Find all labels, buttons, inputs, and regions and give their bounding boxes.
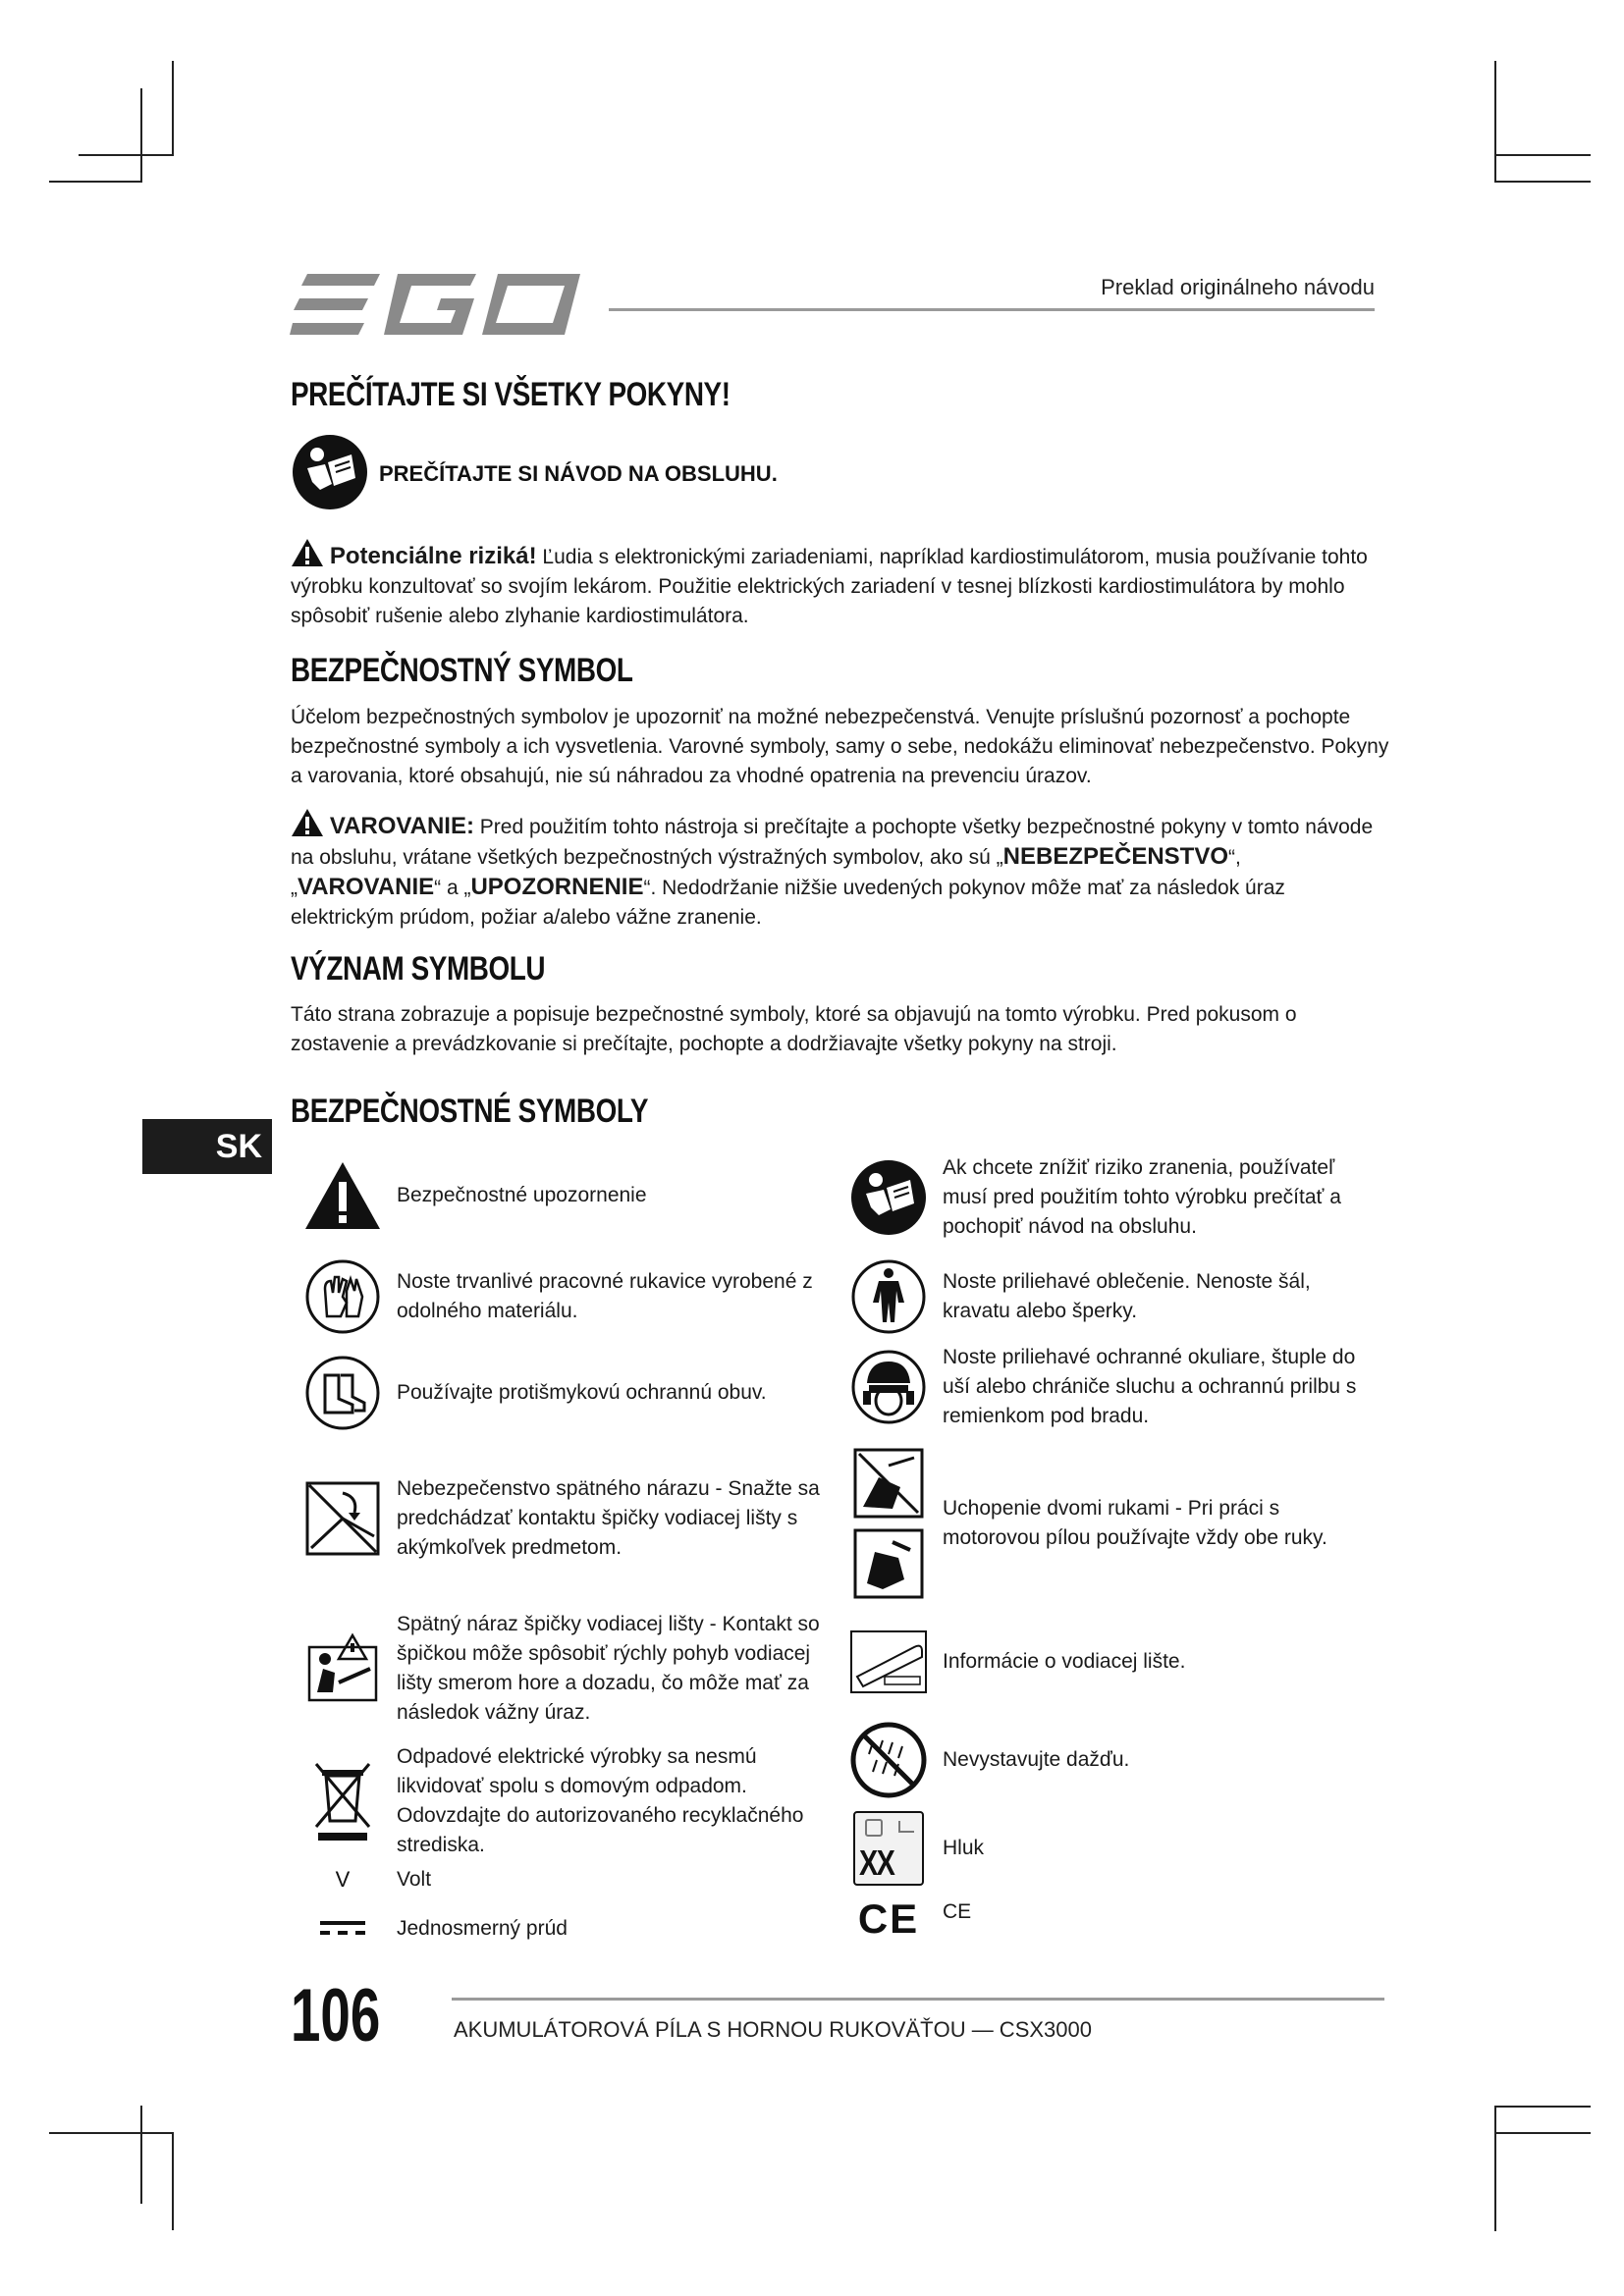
crop-mark <box>1494 181 1591 183</box>
footer-rule <box>452 1998 1384 2001</box>
symbol-text: Jednosmerný prúd <box>397 1917 568 1940</box>
crop-mark <box>1494 2132 1591 2134</box>
symbol-row <box>846 1343 1375 1431</box>
symbol-text: Bezpečnostné upozornenie <box>397 1184 647 1206</box>
symbol-row <box>300 1255 829 1339</box>
crop-mark <box>140 2106 142 2204</box>
symbol-text: Spätný náraz špičky vodiacej lišty - Kontakt so špičkou môže spôsobiť rýchly pohyb vodiacej lišty smerom hore a dozadu, čo môže mať za následok vážny úraz. <box>397 1613 820 1724</box>
symbol-row <box>846 1448 1375 1599</box>
safety-symbol-text: Účelom bezpečnostných symbolov je upozorniť na možné nebezpečenstvá. Venujte príslušnú pozornosť a pochopte bezpečnostné symboly a ich vysvetlenia. Varovné symboly, samy o sebe, nedokážu eliminovať nebezpečenstvo. Pokyny a varovania, ktoré obsahujú, nie sú náhradou za vhodné opatrenia na prevenciu úrazov. <box>291 706 1389 787</box>
read-manual-row <box>291 435 778 513</box>
crop-mark <box>1494 2106 1591 2108</box>
warning-triangle-icon <box>291 538 324 567</box>
protective-clothing-icon <box>846 1255 931 1339</box>
noise-level-icon <box>846 1806 931 1891</box>
page-number: 106 <box>291 1974 381 2057</box>
symbol-text: Nevystavujte dažďu. <box>943 1748 1130 1771</box>
crop-mark <box>172 2132 174 2230</box>
crop-mark <box>49 181 142 183</box>
ce-mark-icon <box>846 1895 931 1944</box>
symbol-text: Odpadové elektrické výrobky sa nesmú likvidovať spolu s domovým odpadom. Odovzdajte do autorizovaného recyklačného strediska. <box>397 1745 804 1856</box>
crop-mark <box>1494 2106 1496 2231</box>
crop-mark <box>140 88 142 183</box>
risk-paragraph <box>291 538 1390 631</box>
risk-lead: Potenciálne riziká! <box>329 543 537 569</box>
warning-text: “, „ <box>291 846 1241 899</box>
symbol-row <box>300 1742 829 1860</box>
header-caption: Preklad originálneho návodu <box>1101 275 1375 299</box>
warning-triangle-icon <box>291 808 324 837</box>
symbol-meaning-heading: VÝZNAM SYMBOLU <box>291 950 546 988</box>
read-manual-icon <box>846 1155 931 1240</box>
symbol-row <box>846 1620 1375 1704</box>
symbol-row <box>300 1474 829 1563</box>
symbol-row <box>300 1860 829 1899</box>
symbol-row <box>846 1806 1375 1891</box>
symbol-row <box>846 1895 1375 1944</box>
symbol-text: Noste priliehavé ochranné okuliare, štuple do uší alebo chrániče sluchu a ochrannú prilbu s remienkom pod bradu. <box>943 1346 1357 1427</box>
symbol-row <box>300 1153 829 1238</box>
symbol-row <box>846 1718 1375 1802</box>
safety-symbols-heading: BEZPEČNOSTNÉ SYMBOLY <box>291 1093 649 1130</box>
noise-level-label: XX <box>859 1842 894 1883</box>
warning-text: Pred použitím tohto nástroja si prečítajte a pochopte všetky bezpečnostné pokyny v tomto návode na obsluhu, vrátane všetkých bezpečnostných výstražných symbolov, ako sú „ <box>291 816 1374 869</box>
gloves-icon <box>300 1255 385 1339</box>
language-tab: SK <box>142 1119 272 1174</box>
read-instructions-heading: PREČÍTAJTE SI VŠETKY POKYNY! <box>291 376 731 413</box>
symbol-text: Uchopenie dvomi rukami - Pri práci s motorovou pílou používajte vždy obe ruky. <box>943 1497 1327 1549</box>
warning-lead: VAROVANIE: <box>329 813 474 839</box>
footer-title: AKUMULÁTOROVÁ PÍLA S HORNOU RUKOVÄŤOU — CSX3000 <box>454 2017 1092 2042</box>
crop-mark <box>1494 61 1496 183</box>
crop-mark <box>1494 154 1591 156</box>
caution-term: UPOZORNENIE <box>470 874 644 900</box>
symbol-row <box>846 1153 1375 1242</box>
symbol-text: Používajte protišmykovú ochrannú obuv. <box>397 1381 767 1404</box>
warning-paragraph <box>291 808 1390 933</box>
warning-text: “. Nedodržanie nižšie uvedených pokynov môže mať za následok úraz elektrickým prúdom, požiar a/alebo vážne zranenie. <box>291 877 1285 929</box>
symbol-row <box>300 1909 829 1949</box>
symbol-row <box>300 1610 829 1728</box>
boots-icon <box>300 1351 385 1435</box>
symbol-row <box>846 1255 1375 1339</box>
no-rain-icon <box>846 1718 931 1802</box>
ce-mark-label: CE <box>857 1896 920 1942</box>
symbol-text: Hluk <box>943 1837 985 1859</box>
crop-mark <box>172 61 174 155</box>
symbol-text: Ak chcete znížiť riziko zranenia, používateľ musí pred použitím tohto výrobku prečítať a pochopiť návod na obsluhu. <box>943 1156 1341 1238</box>
crop-mark <box>79 154 174 156</box>
crop-mark <box>49 2132 174 2134</box>
risk-text: Ľudia s elektronickými zariadeniami, napríklad kardiostimulátorom, musia používanie tohto výrobku konzultovať so svojím lekárom. Použitie elektrických zariadení v tesnej blízkosti kardiostimulátora by mohlo spôsobiť rušenie alebo zlyhanie kardiostimulátora. <box>291 546 1368 627</box>
danger-term: NEBEZPEČENSTVO <box>1002 843 1229 870</box>
guide-bar-icon <box>846 1620 931 1704</box>
ego-logo <box>290 270 584 339</box>
warning-term: VAROVANIE <box>298 874 435 900</box>
read-manual-icon <box>291 433 369 516</box>
symbol-text: Informácie o vodiacej lište. <box>943 1650 1186 1673</box>
symbol-text: Nebezpečenstvo spätného nárazu - Snažte sa predchádzať kontaktu špičky vodiacej lišty s akýmkoľvek predmetom. <box>397 1477 820 1559</box>
kickback-tip-icon <box>300 1627 385 1711</box>
symbol-text: Noste trvanlivé pracovné rukavice vyrobené z odolného materiálu. <box>397 1270 813 1322</box>
symbol-text: Volt <box>397 1868 432 1891</box>
weee-bin-icon <box>300 1759 385 1843</box>
direct-current-icon <box>300 1909 385 1949</box>
kickback-contact-icon <box>300 1476 385 1561</box>
symbol-row <box>300 1351 829 1435</box>
safety-symbol-heading: BEZPEČNOSTNÝ SYMBOL <box>291 652 633 689</box>
warning-triangle-icon <box>300 1153 385 1238</box>
read-manual-label: PREČÍTAJTE SI NÁVOD NA OBSLUHU. <box>379 461 778 486</box>
symbol-text: Noste priliehavé oblečenie. Nenoste šál, kravatu alebo šperky. <box>943 1270 1311 1322</box>
warning-text: “ a „ <box>434 877 471 899</box>
two-hands-icon <box>846 1448 931 1599</box>
volt-icon: V <box>335 1867 351 1892</box>
head-protection-icon <box>846 1345 931 1429</box>
symbol-text: CE <box>943 1900 972 1923</box>
header-rule <box>609 308 1375 311</box>
symbol-meaning-text: Táto strana zobrazuje a popisuje bezpečnostné symboly, ktoré sa objavujú na tomto výrobku. Pred pokusom o zostavenie a prevádzkovanie si prečítajte, pochopte a dodržiavajte všetky pokyny na stroji. <box>291 1003 1297 1055</box>
